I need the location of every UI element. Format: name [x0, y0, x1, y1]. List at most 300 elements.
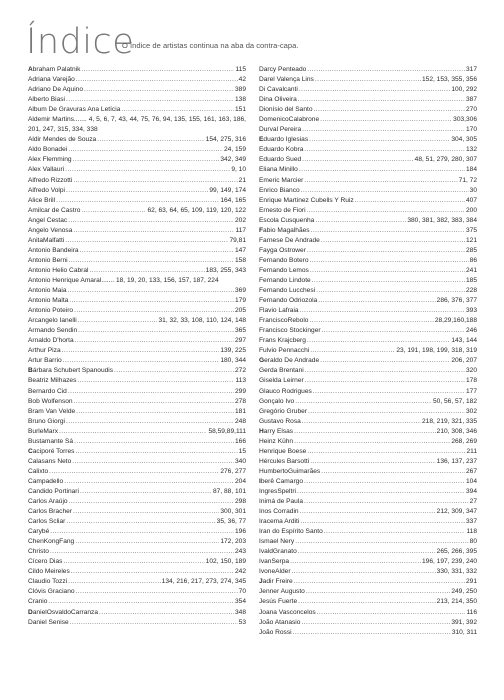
artist-name: Carlos Scliar	[28, 518, 66, 526]
page-numbers: 80	[469, 538, 477, 546]
index-entry	[259, 557, 477, 567]
page-numbers: 267	[465, 467, 477, 475]
page-numbers: 50, 56, 57, 182	[433, 397, 477, 405]
artist-name: Calixto	[28, 467, 49, 475]
leader-dots	[355, 196, 465, 206]
leader-dots	[310, 346, 395, 356]
index-entry	[259, 437, 477, 447]
page-numbers: 249, 250	[451, 588, 477, 596]
index-entry	[259, 296, 477, 306]
page-numbers: 330, 331, 332	[436, 568, 477, 576]
page-numbers: 181	[234, 407, 246, 415]
artist-name: Cildo Meireles	[28, 568, 70, 576]
leader-dots	[114, 366, 234, 376]
leader-dots	[316, 286, 465, 296]
artist-name: Arthur Piza	[28, 347, 61, 355]
artist-name: Fulvio Pennacchi	[259, 347, 310, 355]
section-initial: J	[259, 578, 263, 586]
index-entry	[259, 547, 477, 557]
leader-dots	[69, 296, 234, 306]
leader-dots	[99, 608, 234, 618]
artist-name: Heinz Kühn	[259, 437, 294, 445]
index-entry	[259, 256, 477, 266]
page-numbers: 71, 72	[458, 176, 477, 184]
index-entry	[28, 85, 246, 95]
page-numbers: 117	[235, 226, 246, 234]
index-entry	[28, 236, 246, 246]
page-numbers: 121	[465, 236, 477, 244]
leader-dots	[75, 537, 219, 547]
leader-dots	[75, 447, 237, 457]
page-numbers: 99, 149, 174	[209, 186, 246, 194]
page-numbers: 276, 277	[220, 467, 246, 475]
artist-name: Adriano De Aquino	[28, 86, 83, 94]
index-entry	[28, 457, 246, 467]
index-entry	[259, 216, 477, 226]
page-numbers: 79,81	[229, 236, 246, 244]
index-entry	[259, 427, 477, 437]
index-entry	[28, 105, 246, 115]
artist-name: Aldo Bonadei	[28, 146, 68, 154]
leader-dots	[307, 336, 450, 346]
artist-name: IvanSerpa	[259, 558, 290, 566]
leader-dots	[68, 286, 234, 296]
page-numbers: 387	[465, 96, 477, 104]
page-numbers: 118	[466, 528, 477, 536]
page-numbers: 100, 292	[451, 86, 477, 94]
leader-dots	[78, 316, 158, 326]
artist-name: Giselda Leirner	[259, 377, 304, 385]
artist-name: Darcy Penteado	[259, 66, 307, 73]
index-entry	[259, 366, 477, 376]
artist-name: Di Cavalcanti	[259, 86, 298, 94]
artist-name: Claudio Tozzi	[28, 578, 68, 586]
leader-dots	[307, 206, 465, 216]
leader-dots	[77, 376, 234, 386]
index-entry	[28, 587, 246, 597]
leader-dots	[310, 266, 465, 276]
index-entry	[28, 547, 246, 557]
page-numbers: 151	[234, 106, 246, 114]
artist-name: Arnaldo D'horta	[28, 337, 74, 345]
artist-name: Henrique Boese	[259, 447, 307, 455]
page-numbers: 70	[238, 588, 246, 596]
page-numbers: 242	[234, 568, 246, 576]
index-entry	[28, 276, 246, 286]
artist-name: Album De Gravuras Ana Letícia	[28, 106, 121, 114]
leader-dots	[308, 407, 465, 417]
page-numbers: 210, 308, 346	[436, 427, 477, 435]
leader-dots	[321, 236, 465, 246]
artist-name: Cranio	[28, 598, 48, 606]
section-initial: C	[28, 447, 33, 455]
leader-dots	[307, 65, 465, 75]
artist-name: Frans Krajcberg	[259, 337, 306, 345]
leader-dots	[321, 467, 465, 477]
artist-name: Fayga Ostrower	[259, 246, 306, 254]
artist-name: Angel Cestac	[28, 216, 68, 224]
artist-name: Darel Valença Lins	[259, 76, 314, 84]
artist-name: Fernando Odriozola	[259, 297, 318, 305]
artist-name: Hércules Barsotti	[259, 457, 310, 465]
artist-name: Clóvis Graciano	[28, 588, 75, 596]
artist-name: Fernando Lucchesi	[259, 287, 316, 295]
index-entry	[259, 628, 477, 638]
leader-dots	[63, 356, 220, 366]
index-entry	[28, 356, 246, 366]
index-entry	[28, 155, 246, 165]
page-numbers: 87, 88, 101	[213, 487, 246, 495]
leader-dots	[66, 517, 215, 527]
page-numbers: 206, 207	[451, 357, 477, 365]
section-initial: E	[259, 136, 264, 144]
artist-name: Adriana Varejão	[28, 76, 75, 84]
leader-dots	[307, 246, 465, 256]
index-entry	[28, 75, 246, 85]
artist-name: Ernesto de Fiori	[259, 206, 306, 214]
page-numbers: 317	[465, 66, 477, 73]
leader-dots	[73, 226, 234, 236]
artist-name: Eduardo Sued	[259, 156, 302, 164]
index-entry	[28, 497, 246, 507]
index-entry	[259, 316, 477, 326]
leader-dots	[59, 427, 207, 437]
index-entry	[28, 306, 246, 316]
leader-dots	[73, 176, 237, 186]
leader-dots	[309, 135, 450, 145]
leader-dots	[300, 306, 465, 316]
page-numbers: 53	[238, 618, 246, 626]
artist-name: Antonio Helio Cabral	[28, 266, 89, 274]
page-numbers: 285	[465, 246, 477, 254]
page-numbers: 299	[234, 387, 246, 395]
leader-dots	[76, 587, 238, 597]
leader-dots	[65, 165, 230, 175]
index-entry	[259, 467, 477, 477]
page-numbers: 304, 305	[451, 136, 477, 144]
leader-dots	[80, 487, 212, 497]
artist-name: Abraham Palatnik	[28, 66, 81, 73]
leader-dots	[298, 597, 436, 607]
artist-name: Alfredo Volpi	[28, 186, 66, 194]
artist-name: Calasans Neto	[28, 457, 72, 465]
index-entry	[259, 387, 477, 397]
leader-dots	[317, 608, 466, 618]
index-entry	[28, 115, 246, 135]
page-numbers: 389	[234, 86, 246, 94]
index-entry	[259, 577, 477, 587]
index-entry	[259, 186, 477, 196]
page-numbers: 143, 144	[451, 337, 477, 345]
page-numbers: 391, 392	[451, 618, 477, 626]
section-initial: H	[259, 427, 264, 435]
page-numbers: 205	[234, 307, 246, 315]
page-numbers: 272	[234, 367, 246, 375]
leader-dots: .......	[101, 276, 116, 284]
index-column-left	[28, 65, 246, 628]
index-entry	[259, 597, 477, 607]
page-numbers: 86	[469, 256, 477, 264]
index-entry	[28, 577, 246, 587]
leader-dots	[305, 376, 465, 386]
artist-name: Amilcar de Castro	[28, 206, 81, 214]
leader-dots	[309, 316, 433, 326]
index-entry	[28, 206, 246, 216]
index-entry	[28, 346, 246, 356]
index-entry	[259, 95, 477, 105]
page-numbers: 152, 153, 355, 356	[422, 76, 477, 84]
leader-dots: .......	[73, 116, 89, 124]
artist-name: Alice Brill	[28, 196, 56, 204]
artist-name: Arcangelo Ianelli	[28, 317, 77, 325]
leader-dots	[50, 547, 234, 557]
page-numbers: 170	[465, 126, 477, 134]
index-entry	[28, 597, 246, 607]
artist-name: Carybé	[28, 528, 50, 536]
leader-dots	[290, 557, 421, 567]
page-numbers: 132	[465, 146, 477, 154]
index-entry	[28, 477, 246, 487]
leader-dots	[73, 507, 219, 517]
page-numbers: 62, 63, 64, 65, 109, 119, 120, 122	[147, 206, 246, 214]
artist-name: Farnese De Andrade	[259, 236, 320, 244]
artist-name: HumbertoGuimarães	[259, 467, 321, 475]
page-numbers: 30	[469, 186, 477, 194]
page-numbers: 179	[234, 297, 246, 305]
page-numbers: 394	[465, 487, 477, 495]
page-numbers: 177	[465, 387, 477, 395]
leader-dots	[318, 296, 435, 306]
leader-dots	[68, 387, 234, 397]
index-entry	[259, 537, 477, 547]
leader-dots	[299, 85, 450, 95]
leader-dots	[302, 155, 413, 165]
page-numbers: 134, 216, 217, 273, 274, 345	[161, 578, 246, 586]
index-entry	[259, 266, 477, 276]
leader-dots	[294, 427, 436, 437]
page-numbers: 365	[234, 327, 246, 335]
index-entry	[259, 306, 477, 316]
leader-dots	[310, 256, 469, 266]
leader-dots	[75, 336, 234, 346]
page-numbers: 115	[235, 66, 246, 73]
index-entry	[259, 507, 477, 517]
page-numbers: 138	[234, 96, 246, 104]
leader-dots	[322, 326, 465, 336]
index-entry	[259, 105, 477, 115]
leader-dots	[301, 618, 450, 628]
index-entry	[259, 246, 477, 256]
page-numbers: 42	[238, 76, 246, 84]
artist-name: Armando Sendin	[28, 327, 78, 335]
artist-name: Antonio Poteiro	[28, 307, 74, 315]
artist-name: Bob Wolfenson	[28, 397, 73, 405]
section-initial: I	[259, 477, 261, 485]
index-entry	[28, 266, 246, 276]
page-numbers: 246	[465, 327, 477, 335]
index-entry	[28, 196, 246, 206]
leader-dots	[320, 115, 452, 125]
page-numbers: 211	[466, 447, 477, 455]
index-entry	[28, 417, 246, 427]
page-numbers: 196, 197, 239, 240	[422, 558, 477, 566]
index-entry	[28, 387, 246, 397]
index-entry	[259, 587, 477, 597]
page-numbers: 348	[234, 608, 246, 616]
index-entry	[28, 467, 246, 477]
index-entry	[28, 487, 246, 497]
index-entry	[28, 618, 246, 628]
leader-dots	[81, 65, 234, 75]
leader-dots	[56, 196, 219, 206]
artist-name: Alberto Biasi	[28, 96, 66, 104]
leader-dots	[298, 547, 436, 557]
page-numbers: 21	[238, 176, 246, 184]
index-entry	[28, 527, 246, 537]
index-entry	[259, 376, 477, 386]
artist-name: Fernando Lindote	[259, 276, 311, 284]
leader-dots	[312, 276, 465, 286]
leader-dots	[320, 356, 450, 366]
leader-dots	[69, 256, 234, 266]
index-entry	[259, 567, 477, 577]
artist-name: Alfredo Rizzotti	[28, 176, 73, 184]
artist-name: Geraldo De Andrade	[259, 357, 320, 365]
index-entry	[28, 246, 246, 256]
page-numbers: 35, 36, 77	[216, 518, 246, 526]
index-entry	[259, 326, 477, 336]
index-entry	[259, 145, 477, 155]
page-numbers: 300, 301	[220, 508, 246, 516]
artist-name: Bernardo Cid	[28, 387, 67, 395]
page-numbers: 48, 51, 279, 280, 307	[414, 156, 477, 164]
leader-dots	[304, 477, 465, 487]
artist-name: Antonio Maia	[28, 287, 67, 295]
page-numbers: 268, 269	[451, 437, 477, 445]
index-entry	[259, 447, 477, 457]
leader-dots	[298, 95, 465, 105]
artist-name: Joana Vasconcelos	[259, 608, 316, 616]
leader-dots	[76, 75, 238, 85]
page-numbers: 342, 349	[220, 156, 246, 164]
index-entry	[28, 447, 246, 457]
page-numbers: 172, 203	[220, 538, 246, 546]
index-entry	[259, 356, 477, 366]
index-entry	[259, 236, 477, 246]
leader-dots	[324, 527, 466, 537]
index-entry	[28, 567, 246, 577]
artist-name: Antonio Bandeira	[28, 246, 79, 254]
leader-dots	[89, 266, 204, 276]
artist-name: Durval Pereira	[259, 126, 302, 134]
artist-name: Caciporé Torres	[28, 447, 75, 455]
artist-name: Escola Cusquenha	[259, 216, 315, 224]
artist-name: Flavio Lafraia	[259, 307, 299, 315]
artist-name: AnitaMalfatti	[28, 236, 65, 244]
index-entry	[28, 376, 246, 386]
leader-dots	[315, 216, 406, 226]
page-numbers: 58,59,89,111	[208, 427, 246, 435]
artist-name: Iberê Camargo	[259, 477, 303, 485]
page-numbers: 202	[234, 216, 246, 224]
index-entry	[259, 608, 477, 618]
artist-name: Jenner Augusto	[259, 588, 305, 596]
leader-dots	[71, 567, 234, 577]
artist-name: Campadello	[28, 477, 64, 485]
artist-name: Gustavo Rosa	[259, 417, 301, 425]
artist-name: Bruno Giorgi	[28, 417, 66, 425]
leader-dots	[49, 467, 219, 477]
artist-name: Angelo Venosa	[28, 226, 73, 234]
page-numbers: 340	[234, 457, 246, 465]
index-entry	[259, 196, 477, 206]
leader-dots	[304, 497, 469, 507]
page-numbers: 136, 137, 237	[436, 457, 477, 465]
leader-dots	[68, 145, 223, 155]
section-initial: A	[28, 66, 33, 73]
page-numbers: 286, 376, 377	[436, 297, 477, 305]
page-numbers: 15	[238, 447, 246, 455]
index-entry	[259, 125, 477, 135]
page-numbers: 166	[234, 437, 246, 445]
artist-name: BurleMarx	[28, 427, 59, 435]
index-entry	[28, 186, 246, 196]
index-entry	[259, 517, 477, 527]
page-numbers: 380, 381, 382, 383, 384	[407, 216, 477, 224]
page-numbers: 265, 266, 395	[436, 548, 477, 556]
leader-dots	[311, 226, 465, 236]
leader-dots	[292, 567, 436, 577]
artist-name: Bustamante Sá	[28, 437, 74, 445]
leader-dots	[68, 577, 161, 587]
artist-name: IvaldGranato	[259, 548, 297, 556]
artist-name: Inos Corradin	[259, 508, 299, 516]
index-entry	[28, 176, 246, 186]
page-numbers: 200	[465, 206, 477, 214]
artist-name: ChenKongFang	[28, 538, 75, 546]
artist-name: Antonio Berni	[28, 256, 68, 264]
page-numbers: 243	[234, 548, 246, 556]
index-entry	[28, 608, 246, 618]
page-numbers: 213, 214, 350	[436, 598, 477, 606]
artist-name: Iracema Arditi	[259, 518, 300, 526]
leader-dots	[73, 155, 220, 165]
artist-name: Jesús Fuerte	[259, 598, 298, 606]
index-entry	[259, 417, 477, 427]
index-entry	[259, 85, 477, 95]
artist-name: Alex Vallauri	[28, 166, 65, 174]
leader-dots	[74, 306, 234, 316]
page-numbers: 212, 309, 347	[436, 508, 477, 516]
artist-name: Ismael Nery	[259, 538, 295, 546]
page-numbers: 320	[465, 367, 477, 375]
artist-name: Aldir Mendes de Souza	[28, 136, 97, 144]
leader-dots	[72, 457, 234, 467]
index-entry	[259, 65, 477, 75]
page-numbers: 248	[234, 417, 246, 425]
leader-dots	[313, 387, 465, 397]
page-numbers: 303,306	[453, 116, 477, 124]
index-entry	[28, 336, 246, 346]
leader-dots	[63, 557, 204, 567]
page-numbers: 158	[234, 256, 246, 264]
page-numbers: 184	[465, 166, 477, 174]
page-numbers: 337	[465, 518, 477, 526]
page-numbers: 354	[234, 598, 246, 606]
index-entry	[28, 95, 246, 105]
page-numbers: 116	[466, 608, 477, 616]
artist-name: FranciscoRebolo	[259, 317, 309, 325]
